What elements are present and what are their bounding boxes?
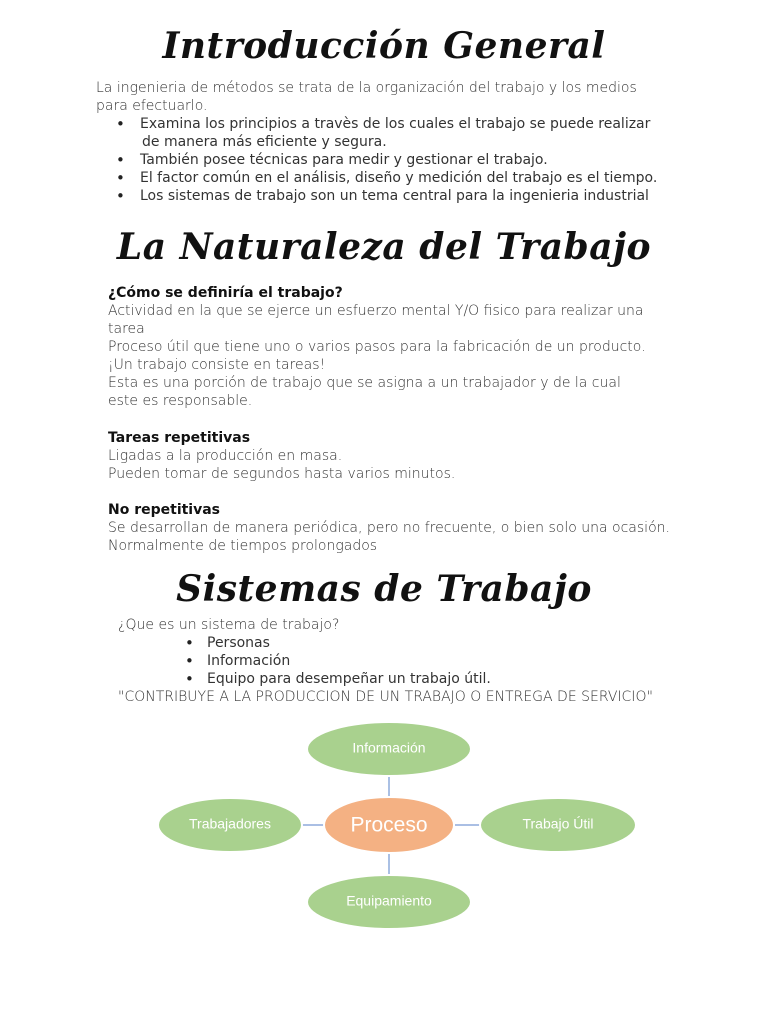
intro-line: para efectuarlo. <box>96 98 208 114</box>
title-naturaleza-del-trabajo: La Naturaleza del Trabajo <box>116 226 652 268</box>
non-repetitive-block <box>108 501 670 555</box>
bullet-item <box>116 115 657 151</box>
node-trabajadores-label: Trabajadores <box>189 815 271 832</box>
title-introduccion-general: Introducción General <box>162 25 606 67</box>
system-question <box>118 616 339 634</box>
repetitive-line: Pueden tomar de segundos hasta varios minutos. <box>108 466 456 482</box>
repetitive-heading: Tareas repetitivas <box>108 430 251 446</box>
non-repetitive-line: Se desarrollan de manera periódica, pero no frecuente, o bien solo una ocasión. <box>108 520 670 536</box>
definition-line: Actividad en la que se ejerce un esfuerzo mental Y/O fisico para realizar una <box>108 303 644 319</box>
repetitive-line: Ligadas a la producción en masa. <box>108 448 343 464</box>
repetitive-tasks-block <box>108 429 455 483</box>
node-proceso-label: Proceso <box>350 813 428 837</box>
title-sistemas-de-trabajo: Sistemas de Trabajo <box>176 568 592 610</box>
definition-line: Proceso útil que tiene uno o varios pasos para la fabricación de un producto. <box>108 339 646 355</box>
bullet-item: • Los sistemas de trabajo son un tema central para la ingenieria industrial <box>116 187 657 205</box>
quote-text: "CONTRIBUYE A LA PRODUCCION DE UN TRABAJO O ENTREGA DE SERVICIO" <box>118 689 653 705</box>
non-repetitive-line: Normalmente de tiempos prolongados <box>108 538 378 554</box>
bullet-item: • También posee técnicas para medir y gestionar el trabajo. <box>116 151 657 169</box>
definition-line: Esta es una porción de trabajo que se asigna a un trabajador y de la cual <box>108 375 621 391</box>
bullet-item: • El factor común en el análisis, diseño y medición del trabajo es el tiempo. <box>116 169 657 187</box>
system-item: • Personas <box>185 634 491 652</box>
contribution-quote <box>118 688 653 706</box>
question-text: ¿Que es un sistema de trabajo? <box>118 617 340 633</box>
work-system-diagram <box>0 710 768 950</box>
definition-line: este es responsable. <box>108 393 253 409</box>
question-heading: ¿Cómo se definiría el trabajo? <box>108 285 343 301</box>
bullet-text: de manera más eficiente y segura. <box>142 134 387 150</box>
node-informacion-label: Información <box>352 739 426 756</box>
bullet-text: • Examina los principios a travès de los cuales el trabajo se puede realizar <box>140 116 651 132</box>
node-trabajo-util-label: Trabajo Útil <box>522 815 594 832</box>
definition-line: ¡Un trabajo consiste en tareas! <box>108 357 326 373</box>
system-item: • Equipo para desempeñar un trabajo útil. <box>185 670 491 688</box>
system-items-list <box>185 634 491 688</box>
intro-line: La ingenieria de métodos se trata de la organización del trabajo y los medios <box>96 80 637 96</box>
intro-bullet-list <box>116 115 657 205</box>
non-repetitive-heading: No repetitivas <box>108 502 221 518</box>
intro-paragraph <box>96 79 637 115</box>
system-item: • Información <box>185 652 491 670</box>
definition-block <box>108 284 646 410</box>
definition-line: tarea <box>108 321 145 337</box>
node-equipamiento-label: Equipamiento <box>346 892 432 909</box>
